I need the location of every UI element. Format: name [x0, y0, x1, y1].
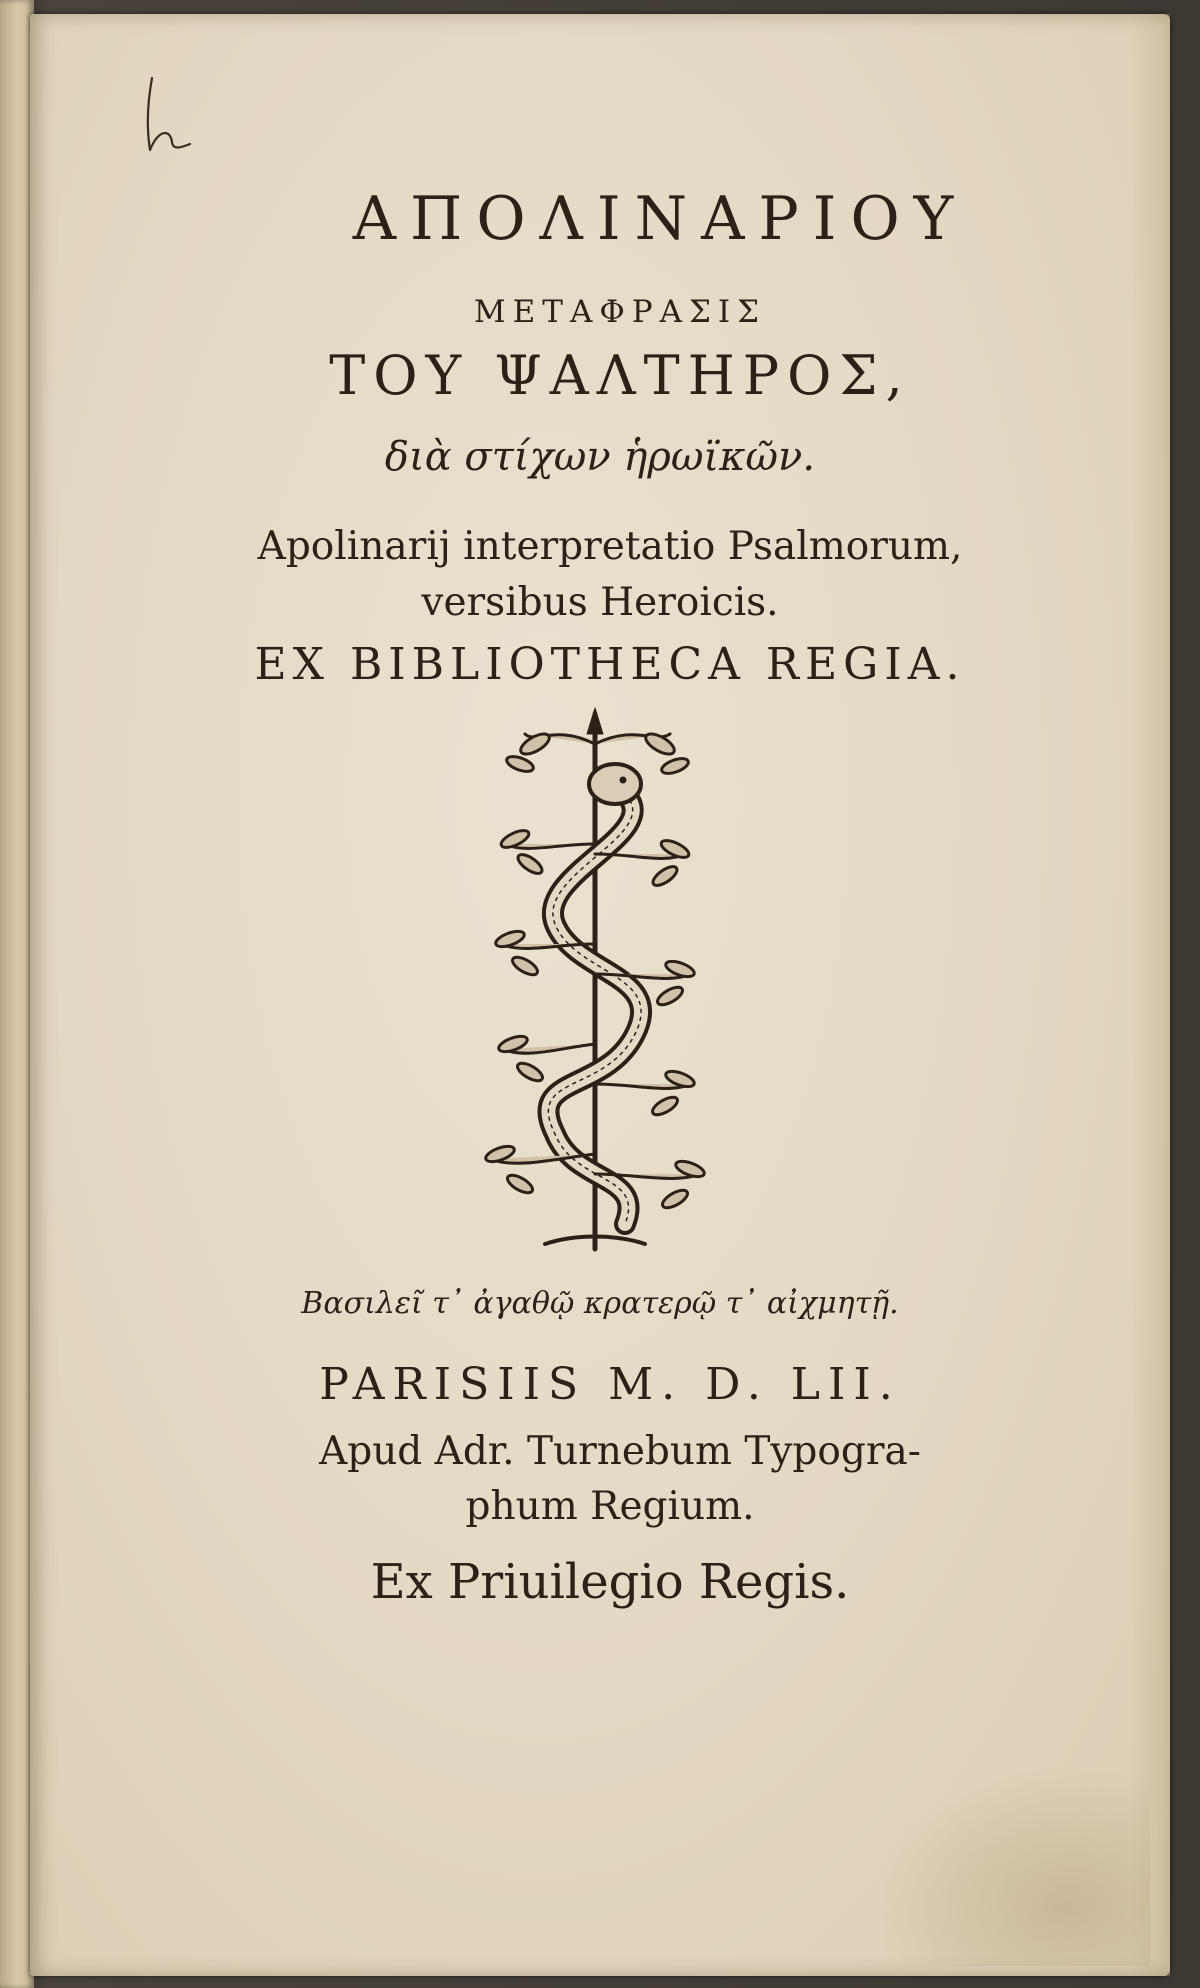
title-page [30, 14, 1170, 1976]
latin-title-line-2: versibus Heroicis. [421, 580, 779, 625]
imprint-place-date: PARISIIS M. D. LII. [319, 1359, 901, 1410]
royal-privilege-line: Ex Priuilegio Regis. [370, 1554, 850, 1610]
library-line: EX BIBLIOTHECA REGIA. [254, 639, 966, 690]
imprint-printer-line-1: Apud Adr. Turnebum Typogra- [319, 1429, 921, 1474]
greek-verse-line: διὰ στίχων ἡρωϊκῶν. [384, 434, 816, 480]
handwritten-mark-icon [140, 70, 200, 160]
greek-work-title: ΤΟΥ ΨΑΛΤΗΡΟΣ, [329, 344, 911, 407]
greek-subtitle: ΜΕΤΑΦΡΑΣΙΣ [473, 294, 767, 330]
serpent-and-olive-staff-icon [475, 704, 715, 1264]
printers-motto: Βασιλεῖ τ᾽ ἀγαθῷ κρατερῷ τ᾽ αἰχμητῇ. [301, 1286, 899, 1321]
paper-stain [870, 1766, 1150, 1966]
imprint-printer-line-2: phum Regium. [465, 1484, 755, 1529]
facing-page-edge [0, 0, 34, 1988]
latin-title-line-1: Apolinarij interpretatio Psalmorum, [257, 524, 963, 569]
greek-author-title: ΑΠΟΛΙΝΑΡΙΟΥ [352, 184, 968, 254]
